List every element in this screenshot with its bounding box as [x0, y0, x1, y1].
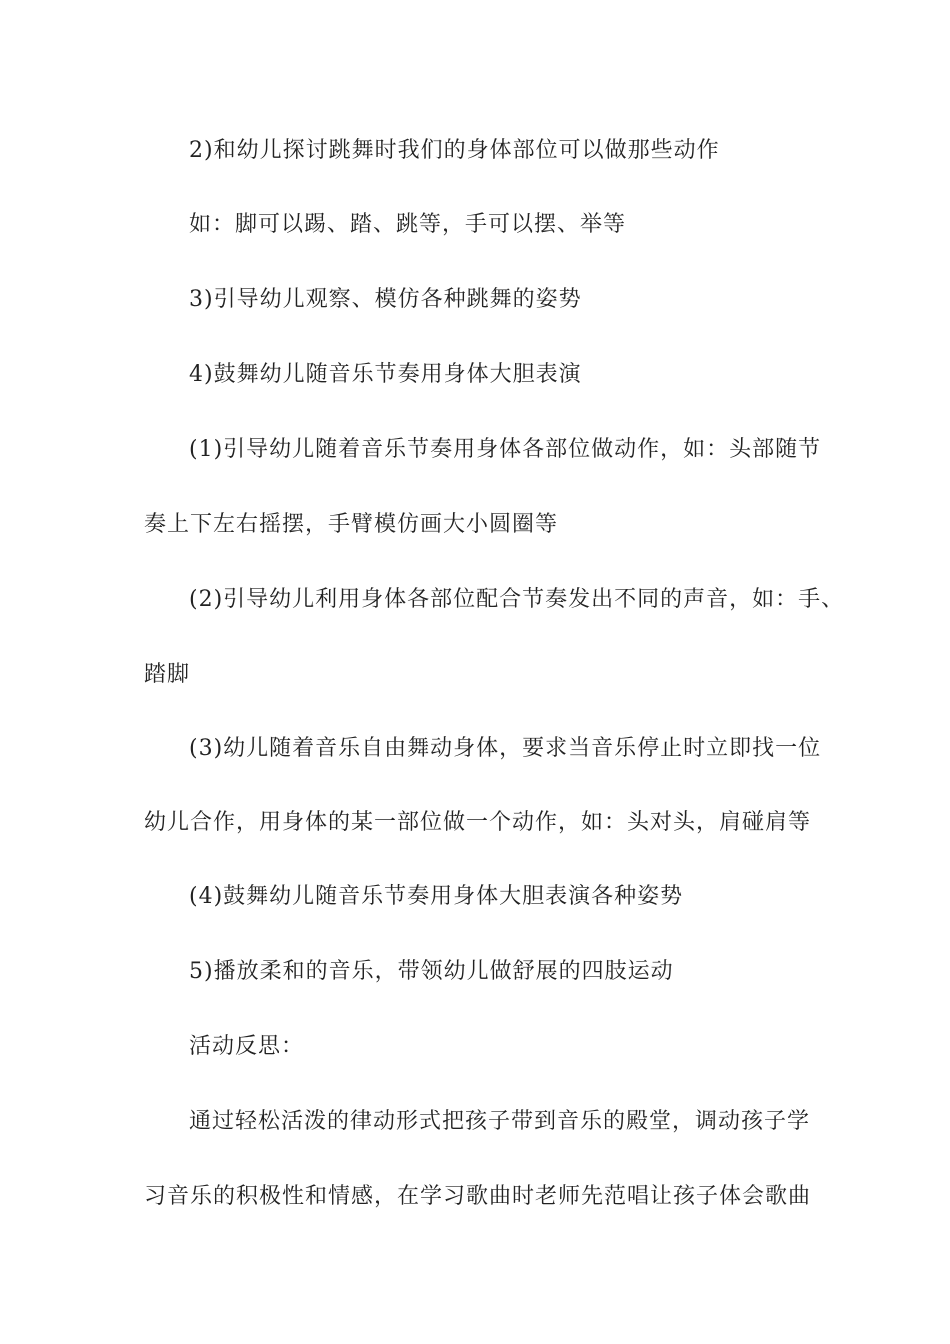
text-line: 奏上下左右摇摆，手臂模仿画大小圆圈等 — [144, 512, 559, 537]
text-line: 幼儿合作，用身体的某一部位做一个动作，如：头对头，肩碰肩等 — [144, 810, 812, 835]
text-line: 踏脚 — [144, 662, 191, 687]
text-line: (4)鼓舞幼儿随音乐节奏用身体大胆表演各种姿势 — [189, 884, 684, 909]
text-line: 3)引导幼儿观察、模仿各种跳舞的姿势 — [189, 287, 582, 312]
text-line: 如：脚可以踢、踏、跳等，手可以摆、举等 — [189, 212, 627, 237]
text-line: (3)幼儿随着音乐自由舞动身体，要求当音乐停止时立即找一位 — [189, 736, 822, 761]
text-line: 通过轻松活泼的律动形式把孩子带到音乐的殿堂，调动孩子学 — [189, 1109, 811, 1134]
section-heading: 活动反思： — [189, 1034, 305, 1059]
text-line: 5)播放柔和的音乐，带领幼儿做舒展的四肢运动 — [189, 959, 674, 984]
text-line: 2)和幼儿探讨跳舞时我们的身体部位可以做那些动作 — [189, 138, 720, 163]
text-line: 4)鼓舞幼儿随音乐节奏用身体大胆表演 — [189, 362, 582, 387]
text-line: (2)引导幼儿利用身体各部位配合节奏发出不同的声音，如：手、 — [189, 587, 845, 612]
text-line: (1)引导幼儿随着音乐节奏用身体各部位做动作，如：头部随节 — [189, 437, 822, 462]
text-line: 习音乐的积极性和情感，在学习歌曲时老师先范唱让孩子体会歌曲 — [144, 1184, 812, 1209]
